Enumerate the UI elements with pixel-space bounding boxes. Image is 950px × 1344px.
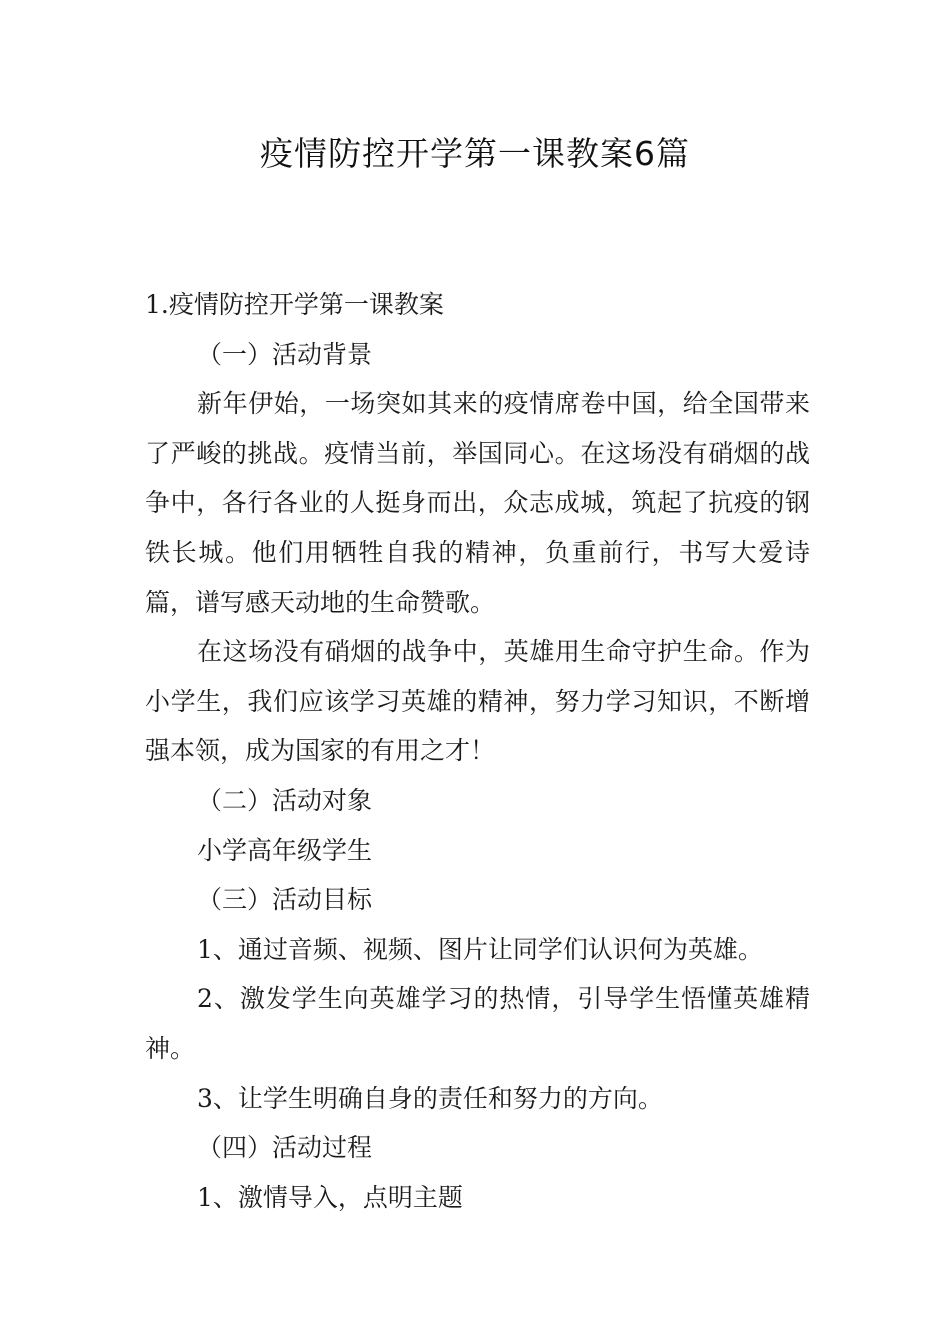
document-body [145,280,810,1222]
background-paragraph-2: 在这场没有硝烟的战争中，英雄用生命守护生命。作为小学生，我们应该学习英雄的精神，努力学习知识，不断增强本领，成为国家的有用之才！ [145,637,810,766]
subsection-title-background: （一）活动背景 [197,339,373,369]
section-heading: 1.疫情防控开学第一课教案 [145,290,444,319]
subsection-title-goals: （三）活动目标 [197,885,373,915]
goal-item-1: 1、通过音频、视频、图片让同学们认识何为英雄。 [197,934,763,964]
process-item-1: 1、激情导入，点明主题 [197,1182,463,1212]
goal-item-3: 3、让学生明确自身的责任和努力的方向。 [197,1083,663,1113]
subsection-title-process: （四）活动过程 [197,1133,373,1163]
goal-item-2: 2、激发学生向英雄学习的热情，引导学生悟懂英雄精神。 [145,984,810,1063]
audience-text: 小学高年级学生 [197,835,373,865]
subsection-title-audience: （二）活动对象 [197,785,373,815]
background-paragraph-1: 新年伊始，一场突如其来的疫情席卷中国，给全国带来了严峻的挑战。疫情当前，举国同心。在这场没有硝烟的战争中，各行各业的人挺身而出，众志成城，筑起了抗疫的钢铁长城。他们用牺牲自我的精神，负重前行，书写大爱诗篇，谱写感天动地的生命赞歌。 [145,389,810,617]
document-title: 疫情防控开学第一课教案6篇 [260,134,690,173]
